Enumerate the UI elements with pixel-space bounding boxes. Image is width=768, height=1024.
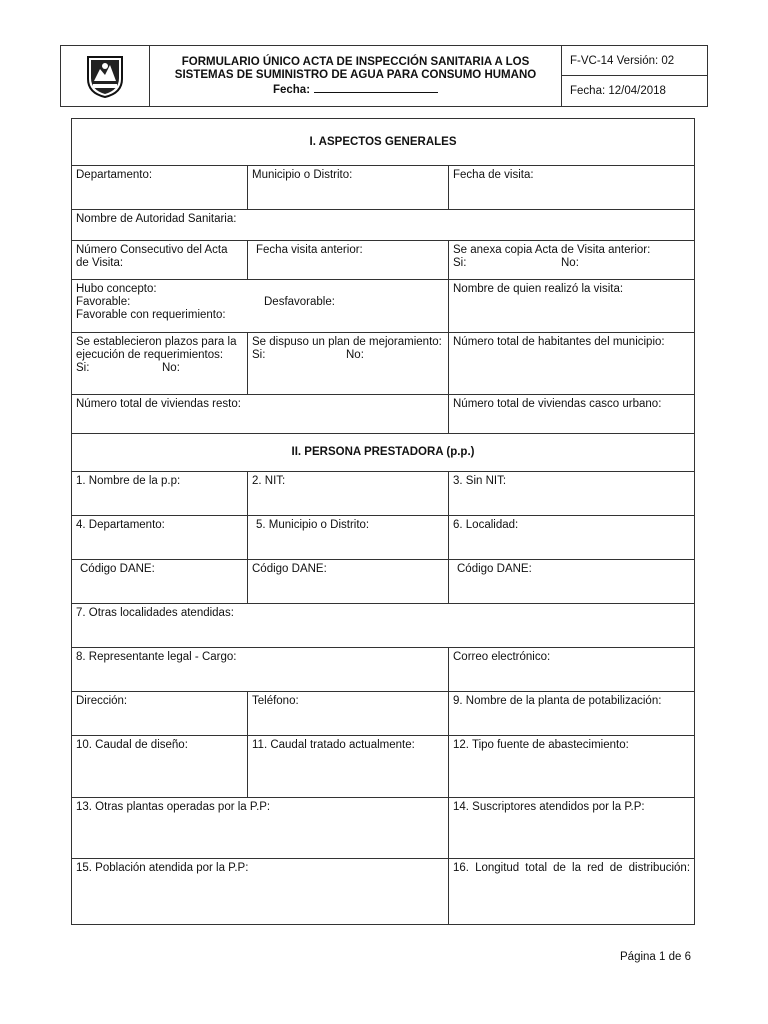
field-correo[interactable]: Correo electrónico: <box>449 648 695 692</box>
document-header <box>60 45 708 107</box>
field-fecha-visita[interactable]: Fecha de visita: <box>449 166 695 210</box>
field-plan-mejoramiento[interactable] <box>248 333 449 395</box>
section-title-aspectos-generales: I. ASPECTOS GENERALES <box>72 119 695 166</box>
document-date: Fecha: 12/04/2018 <box>562 76 708 107</box>
field-viviendas-resto[interactable]: Número total de viviendas resto: <box>72 395 449 434</box>
plazos-label: Se establecieron plazos para la ejecución de requerimientos: <box>76 336 237 361</box>
field-departamento-pp[interactable]: 4. Departamento: <box>72 516 248 560</box>
anexa-no[interactable]: No: <box>561 257 579 269</box>
field-representante-legal[interactable]: 8. Representante legal - Cargo: <box>72 648 449 692</box>
section-title-persona-prestadora: II. PERSONA PRESTADORA (p.p.) <box>72 434 695 472</box>
field-telefono[interactable]: Teléfono: <box>248 692 449 736</box>
field-nombre-pp[interactable]: 1. Nombre de la p.p: <box>72 472 248 516</box>
form-title-line2: SISTEMAS DE SUMINISTRO DE AGUA PARA CONSUMO HUMANO <box>174 68 537 81</box>
concepto-favorable[interactable]: Favorable: <box>76 296 131 308</box>
plan-si[interactable]: Si: <box>252 349 266 361</box>
field-direccion[interactable]: Dirección: <box>72 692 248 736</box>
field-caudal-tratado[interactable]: 11. Caudal tratado actualmente: <box>248 736 449 798</box>
concepto-favorable-requerimiento[interactable]: Favorable con requerimiento: <box>76 309 226 321</box>
field-dane-departamento[interactable]: Código DANE: <box>72 560 248 604</box>
municipal-coat-of-arms-icon <box>82 53 128 99</box>
concepto-desfavorable[interactable]: Desfavorable: <box>264 296 335 308</box>
fecha-blank-line[interactable] <box>314 82 438 93</box>
field-nit[interactable]: 2. NIT: <box>248 472 449 516</box>
anexa-label: Se anexa copia Acta de Visita anterior: <box>453 244 651 256</box>
field-planta-potabilizacion[interactable]: 9. Nombre de la planta de potabilización: <box>449 692 695 736</box>
field-plazos[interactable] <box>72 333 248 395</box>
field-otras-localidades[interactable]: 7. Otras localidades atendidas: <box>72 604 695 648</box>
field-consecutivo[interactable]: Número Consecutivo del Acta de Visita: <box>72 241 248 280</box>
field-suscriptores[interactable]: 14. Suscriptores atendidos por la P.P: <box>449 798 695 859</box>
field-habitantes[interactable]: Número total de habitantes del municipio: <box>449 333 695 395</box>
field-dane-municipio[interactable]: Código DANE: <box>248 560 449 604</box>
plan-label: Se dispuso un plan de mejoramiento: <box>252 336 442 348</box>
form-title-cell <box>150 46 562 107</box>
plazos-no[interactable]: No: <box>162 362 180 374</box>
logo-cell <box>61 46 150 107</box>
inspection-form <box>71 118 695 925</box>
field-poblacion-atendida[interactable]: 15. Población atendida por la P.P: <box>72 859 449 925</box>
field-quien-realizo[interactable]: Nombre de quien realizó la visita: <box>449 280 695 333</box>
field-localidad[interactable]: 6. Localidad: <box>449 516 695 560</box>
page-number: Página 1 de 6 <box>620 951 691 963</box>
anexa-si[interactable]: Si: <box>453 257 467 269</box>
field-viviendas-urbano[interactable]: Número total de viviendas casco urbano: <box>449 395 695 434</box>
fecha-label: Fecha: <box>272 83 311 96</box>
field-caudal-diseno[interactable]: 10. Caudal de diseño: <box>72 736 248 798</box>
field-tipo-fuente[interactable]: 12. Tipo fuente de abastecimiento: <box>449 736 695 798</box>
field-municipio-pp[interactable]: 5. Municipio o Distrito: <box>248 516 449 560</box>
field-hubo-concepto[interactable] <box>72 280 449 333</box>
code-version: F-VC-14 Versión: 02 <box>562 46 708 76</box>
field-anexa-copia[interactable] <box>449 241 695 280</box>
field-fecha-anterior[interactable]: Fecha visita anterior: <box>248 241 449 280</box>
plan-no[interactable]: No: <box>346 349 364 361</box>
plazos-si[interactable]: Si: <box>76 362 90 374</box>
form-title-line1: FORMULARIO ÚNICO ACTA DE INSPECCIÓN SANITARIA A LOS <box>181 55 530 68</box>
field-departamento[interactable]: Departamento: <box>72 166 248 210</box>
hubo-concepto-label: Hubo concepto: <box>76 283 157 295</box>
field-otras-plantas[interactable]: 13. Otras plantas operadas por la P.P: <box>72 798 449 859</box>
field-dane-localidad[interactable]: Código DANE: <box>449 560 695 604</box>
field-longitud-red[interactable]: 16. Longitud total de la red de distribución: <box>449 859 695 925</box>
field-sin-nit[interactable]: 3. Sin NIT: <box>449 472 695 516</box>
field-municipio[interactable]: Municipio o Distrito: <box>248 166 449 210</box>
field-autoridad-sanitaria[interactable]: Nombre de Autoridad Sanitaria: <box>72 210 695 241</box>
